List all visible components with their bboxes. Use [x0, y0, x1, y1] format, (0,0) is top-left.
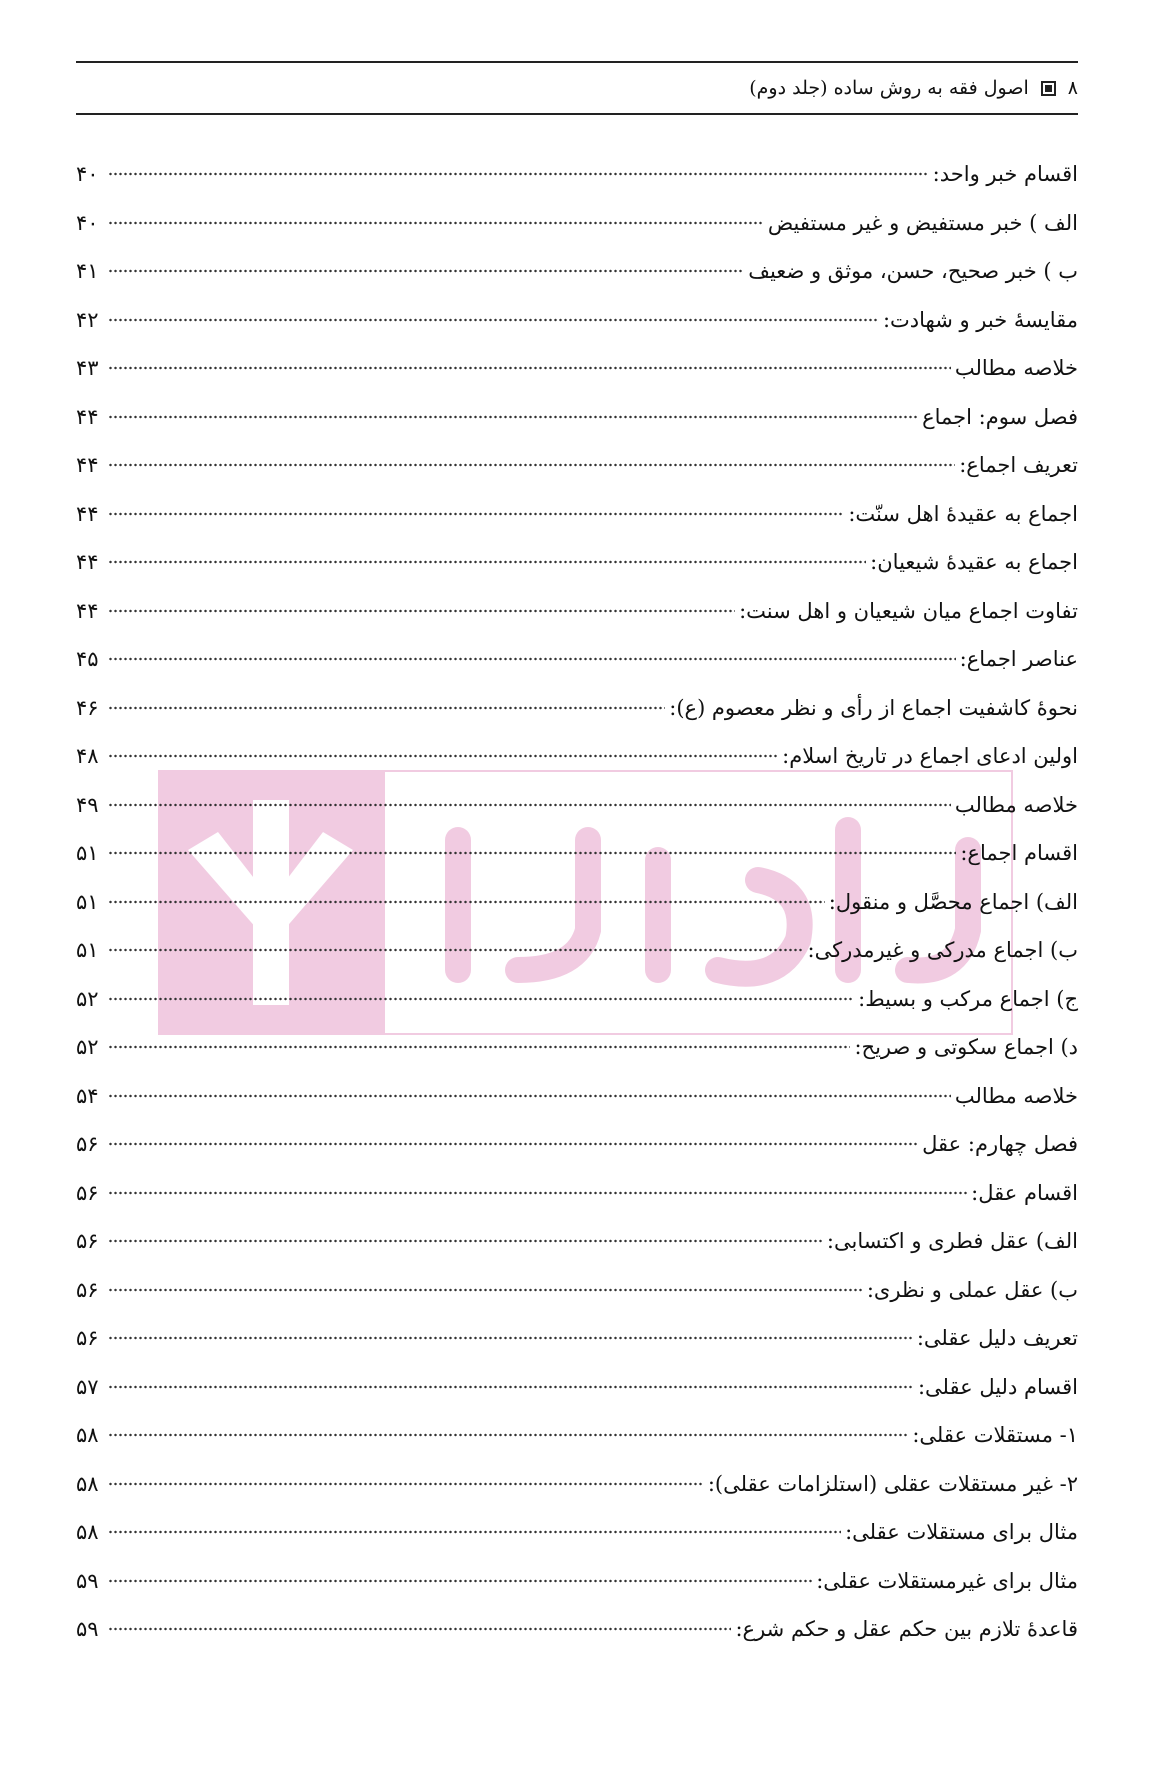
toc-entry [76, 199, 1078, 248]
toc-entry [76, 878, 1078, 927]
toc-entry [76, 1120, 1078, 1169]
dot-leader [108, 802, 951, 808]
toc-entry [76, 1557, 1078, 1606]
dot-leader [108, 1529, 841, 1535]
toc-entry [76, 1314, 1078, 1363]
toc-entry [76, 393, 1078, 442]
toc-entry-page: ۴۴ [76, 404, 99, 429]
toc-entry-page: ۵۶ [76, 1229, 99, 1254]
toc-entry-page: ۵۲ [76, 1035, 99, 1060]
toc-entry-page: ۴۴ [76, 550, 99, 575]
dot-leader [108, 850, 956, 856]
running-header [749, 70, 1078, 106]
toc-entry [76, 975, 1078, 1024]
toc-entry-title: اقسام خبر واحد: [932, 162, 1078, 187]
dot-leader [108, 947, 804, 953]
toc-entry-title: الف ) خبر مستفیض و غیر مستفیض [767, 210, 1078, 235]
toc-entry-title: مثال برای مستقلات عقلی: [845, 1520, 1078, 1545]
toc-entry-title: خلاصه مطالب [954, 356, 1078, 381]
toc-entry-title: اقسام اجماع: [960, 841, 1078, 866]
toc-entry-page: ۵۱ [76, 938, 99, 963]
toc-entry-page: ۴۸ [76, 744, 99, 769]
toc-entry [76, 732, 1078, 781]
toc-entry-page: ۴۳ [76, 356, 99, 381]
toc-entry [76, 296, 1078, 345]
toc-entry-title: تفاوت اجماع میان شیعیان و اهل سنت: [739, 598, 1078, 623]
dot-leader [108, 1287, 863, 1293]
toc-entry-page: ۴۴ [76, 501, 99, 526]
table-of-contents [76, 150, 1078, 1654]
toc-entry-page: ۵۹ [76, 1617, 99, 1642]
toc-entry [76, 1072, 1078, 1121]
toc-entry-page: ۵۷ [76, 1374, 99, 1399]
dot-leader [108, 462, 955, 468]
dot-leader [108, 1238, 823, 1244]
toc-entry-title: ۱- مستقلات عقلی: [912, 1423, 1078, 1448]
toc-entry [76, 635, 1078, 684]
dot-leader [108, 705, 665, 711]
toc-entry-title: اجماع به عقیدهٔ شیعیان: [870, 550, 1078, 575]
dot-leader [108, 1335, 913, 1341]
toc-entry-title: مثال برای غیرمستقلات عقلی: [816, 1568, 1078, 1593]
toc-entry-title: فصل چهارم: عقل [922, 1132, 1078, 1157]
toc-entry-page: ۵۸ [76, 1520, 99, 1545]
toc-entry-page: ۵۲ [76, 986, 99, 1011]
toc-entry-title: د) اجماع سکوتی و صریح: [854, 1035, 1078, 1060]
dot-leader [108, 656, 956, 662]
toc-entry-page: ۵۶ [76, 1277, 99, 1302]
dot-leader [108, 511, 844, 517]
toc-entry-title: فصل سوم: اجماع [922, 404, 1078, 429]
toc-entry-title: ۲- غیر مستقلات عقلی (استلزامات عقلی): [707, 1471, 1078, 1496]
dot-leader [108, 1190, 967, 1196]
toc-entry-title: ج) اجماع مرکب و بسیط: [858, 986, 1078, 1011]
toc-entry-page: ۴۰ [76, 162, 99, 187]
toc-entry-page: ۴۵ [76, 647, 99, 672]
toc-entry-page: ۴۰ [76, 210, 99, 235]
dot-leader [108, 1141, 918, 1147]
toc-entry [76, 684, 1078, 733]
book-title: اصول فقه به روش ساده (جلد دوم) [749, 77, 1029, 99]
dot-leader [108, 1481, 704, 1487]
toc-entry [76, 1169, 1078, 1218]
toc-entry [76, 829, 1078, 878]
toc-entry-title: خلاصه مطالب [954, 792, 1078, 817]
toc-entry [76, 247, 1078, 296]
toc-entry-title: ب) عقل عملی و نظری: [866, 1277, 1078, 1302]
toc-entry-page: ۴۶ [76, 695, 99, 720]
toc-entry-page: ۴۴ [76, 598, 99, 623]
toc-entry [76, 1411, 1078, 1460]
dot-leader [108, 1093, 951, 1099]
toc-entry-page: ۵۱ [76, 841, 99, 866]
dot-leader [108, 268, 744, 274]
toc-entry [76, 1508, 1078, 1557]
dot-leader [108, 608, 735, 614]
dot-leader [108, 1384, 914, 1390]
toc-entry [76, 538, 1078, 587]
dot-leader [108, 317, 879, 323]
toc-entry-page: ۵۱ [76, 889, 99, 914]
toc-entry [76, 781, 1078, 830]
toc-entry-page: ۵۴ [76, 1083, 99, 1108]
toc-entry-page: ۵۶ [76, 1326, 99, 1351]
dot-leader [108, 1626, 731, 1632]
dot-leader [108, 414, 918, 420]
header-top-rule [76, 61, 1078, 63]
header-bottom-rule [76, 113, 1078, 115]
toc-entry [76, 1266, 1078, 1315]
toc-entry-title: الف) اجماع محصَّل و منقول: [828, 889, 1078, 914]
toc-entry-title: مقایسهٔ خبر و شهادت: [882, 307, 1078, 332]
dot-leader [108, 365, 951, 371]
toc-entry-page: ۴۹ [76, 792, 99, 817]
toc-entry [76, 926, 1078, 975]
toc-entry-title: تعریف اجماع: [959, 453, 1078, 478]
toc-entry-title: اقسام دلیل عقلی: [917, 1374, 1078, 1399]
toc-entry-title: الف) عقل فطری و اکتسابی: [826, 1229, 1078, 1254]
toc-entry [76, 1460, 1078, 1509]
dot-leader [108, 996, 854, 1002]
toc-entry-title: اقسام عقل: [971, 1180, 1078, 1205]
toc-entry-page: ۴۲ [76, 307, 99, 332]
toc-entry-title: ب) اجماع مدرکی و غیرمدرکی: [807, 938, 1078, 963]
toc-entry [76, 1217, 1078, 1266]
toc-entry-page: ۴۴ [76, 453, 99, 478]
page-number: ۸ [1067, 77, 1078, 99]
dot-leader [108, 1432, 908, 1438]
dot-leader [108, 220, 764, 226]
toc-entry-title: خلاصه مطالب [954, 1083, 1078, 1108]
toc-entry [76, 1605, 1078, 1654]
toc-entry [76, 587, 1078, 636]
dot-leader [108, 899, 825, 905]
toc-entry-title: اجماع به عقیدهٔ اهل سنّت: [848, 501, 1078, 526]
toc-entry-page: ۵۸ [76, 1471, 99, 1496]
dot-leader [108, 753, 778, 759]
toc-entry [76, 1363, 1078, 1412]
toc-entry [76, 150, 1078, 199]
square-bullet-icon [1041, 81, 1056, 96]
toc-entry [76, 1023, 1078, 1072]
toc-entry-title: عناصر اجماع: [959, 647, 1078, 672]
dot-leader [108, 559, 866, 565]
dot-leader [108, 1578, 812, 1584]
toc-entry-title: ب ) خبر صحیح، حسن، موثق و ضعیف [748, 259, 1078, 284]
toc-entry-title: اولین ادعای اجماع در تاریخ اسلام: [782, 744, 1078, 769]
toc-entry-page: ۴۱ [76, 259, 99, 284]
toc-entry-page: ۵۸ [76, 1423, 99, 1448]
toc-entry [76, 344, 1078, 393]
toc-entry-title: نحوهٔ کاشفیت اجماع از رأی و نظر معصوم (ع): [669, 695, 1078, 720]
dot-leader [108, 171, 929, 177]
toc-entry-page: ۵۶ [76, 1180, 99, 1205]
toc-entry-page: ۵۹ [76, 1568, 99, 1593]
toc-entry-page: ۵۶ [76, 1132, 99, 1157]
toc-entry [76, 441, 1078, 490]
toc-entry-title: تعریف دلیل عقلی: [916, 1326, 1078, 1351]
toc-entry [76, 490, 1078, 539]
dot-leader [108, 1044, 850, 1050]
toc-entry-title: قاعدهٔ تلازم بین حکم عقل و حکم شرع: [735, 1617, 1078, 1642]
